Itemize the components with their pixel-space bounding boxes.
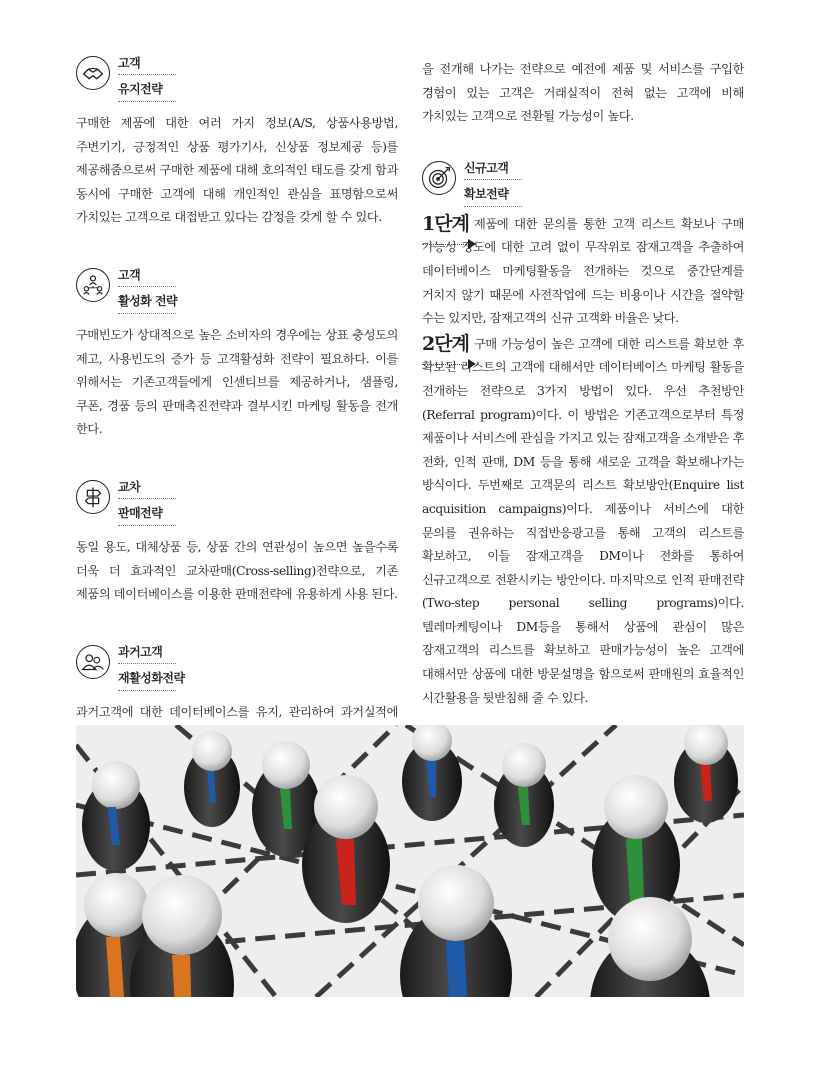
- step-1: [422, 213, 744, 331]
- users-icon: [76, 645, 110, 679]
- step-label: 1단계: [422, 212, 469, 235]
- section-title-line1: 고객: [118, 56, 141, 70]
- step-2: [422, 333, 744, 711]
- step-arrow-icon: [422, 358, 480, 370]
- section-header: [422, 155, 744, 213]
- step-text: 제품에 대한 문의를 통한 고객 리스트 확보나 구매 가능성 정도에 대한 고려 없이 무작위로 잠재고객을 추출하여 데이터베이스 마케팅활동을 전개하는 것으로 중간단계를 거치지 않기 때문에 사전작업에 드는 비용이나 시간을 절약할 수는 있지만, 잠재고객의 신규 고객화 비율은 낮다.: [422, 216, 744, 326]
- section-body: 동일 용도, 대체상품 등, 상품 간의 연관성이 높으면 높을수록 더욱 더 효과적인 교차판매(Cross-selling)전략으로, 기존 제품의 데이터베이스를 이용한 판매전략에 유용하게 사용 된다.: [76, 539, 398, 602]
- section-title-line2: 판매전략: [118, 505, 163, 520]
- people-network-icon: [76, 268, 110, 302]
- section-title-line1: 교차: [118, 479, 141, 494]
- section-retention: [76, 50, 398, 230]
- section-header: [76, 262, 398, 324]
- target-icon: [422, 161, 456, 195]
- section-title-line2: 유지전략: [118, 82, 163, 96]
- section-body: 구매빈도가 상대적으로 높은 소비자의 경우에는 상표 충성도의 제고, 사용빈도의 증가 등 고객활성화 전략이 필요하다. 이를 위해서는 기존고객들에게 인센티브를 제공하거나, 샘플링, 쿠폰, 경품 등의 판매촉진전략과 결부시킨 마케팅 활동을 전개 한다.: [76, 327, 398, 437]
- section-title-line1: 고객: [118, 267, 141, 282]
- section-body: 구매한 제품에 대한 여러 가지 정보(A/S, 상품사용방법, 주변기기, 긍정적인 상품 평가기사, 신상품 정보제공 등)를 제공해줌으로써 구매한 제품에 대해 호의적인 태도를 갖게 함과 동시에 구매한 고객에 대해 개인적인 관심을 표명함으로써 가치있는 고객으로 대접받고 있다는 감정을 갖게 할 수 있다.: [76, 116, 398, 225]
- section-header: [76, 474, 398, 536]
- section-title-line1: 신규고객: [464, 160, 509, 175]
- section-title-line2: 활성화 전략: [118, 293, 178, 308]
- section-new-customer: [422, 155, 744, 710]
- step-arrow-icon: [422, 238, 480, 250]
- section-title-line1: 과거고객: [118, 644, 163, 659]
- signpost-icon: [76, 480, 110, 514]
- right-column: [422, 58, 744, 710]
- section-activation: [76, 262, 398, 442]
- step-text: 구매 가능성이 높은 고객에 대한 리스트를 확보한 후 확보된 리스트의 고객에 대해서만 데이터베이스 마케팅 활동을 전개하는 전략으로 3가지 방법이 있다. 우선 추천방안(Referral program)이다. 이 방법은 기존고객으로부터 특정 제품이나 서비스에 관심을 가지고 있는 잠재고객을 소개받은 후 전화, 인적 판매, DM 등을 통해 새로운 고객을 확보해나가는 방식이다. 두번째로 고객문의 리스트 확보방안(Enquire list acquisition campaigns)이다. 제품이나 서비스에 대한 문의를 권유하는 직접반응광고를 통해 고객의 리스트를 확보하고, 이들 잠재고객을 DM이나 전화를 통하여 신규고객으로 전환시키는 방안이다. 마지막으로 인적 판매전략(Two-step personal selling programs)이다. 텔레마케팅이나 DM등을 통해서 상품에 관심이 많은 잠재고객의 리스트를 확보하고 판매가능성이 높은 고객에 대해서만 상품에 대한 방문설명을 함으로써 판매원의 효율적인 시간활용을 뒷받침해 줄 수 있다.: [422, 336, 744, 705]
- section-title-line2: 재활성화전략: [118, 670, 185, 685]
- continuation-text: 을 전개해 나가는 전략으로 예전에 제품 및 서비스를 구입한 경험이 있는 고객은 거래실적이 전혀 없는 고객에 비해 가치있는 고객으로 전환될 가능성이 높다.: [422, 62, 744, 124]
- section-header: [76, 50, 398, 112]
- section-header: [76, 639, 398, 701]
- handshake-icon: [76, 56, 110, 90]
- left-column: [76, 50, 398, 795]
- section-title-line2: 확보전략: [464, 186, 509, 201]
- step-label: 2단계: [422, 332, 469, 355]
- pawn-network-photo: [76, 725, 744, 997]
- section-body: 과거고객에 대한 데이터베이스를 유지, 관리하여 과거실적에: [76, 704, 398, 719]
- section-cross-selling: [76, 474, 398, 607]
